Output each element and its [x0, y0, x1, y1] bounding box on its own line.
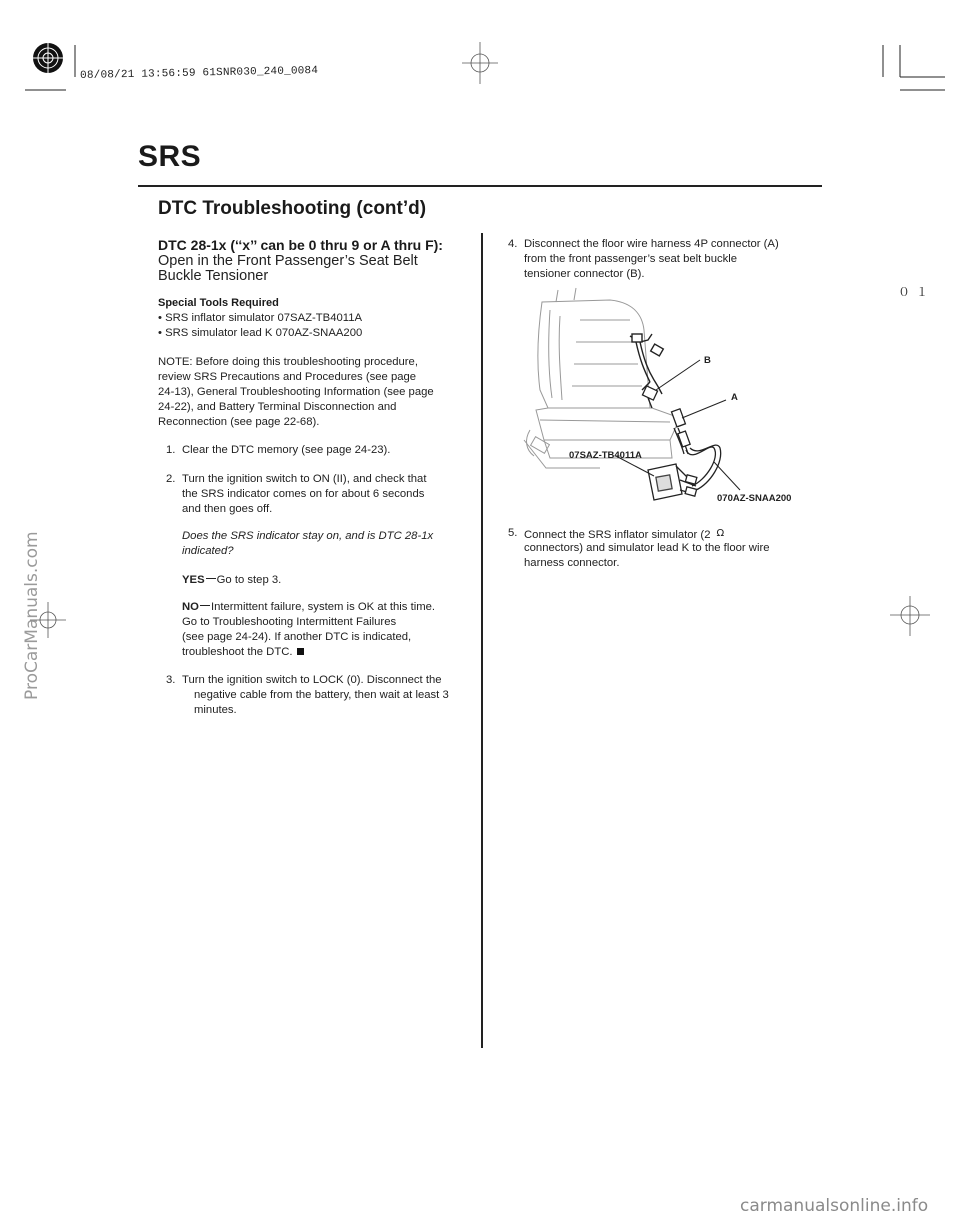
ohm-symbol: Ω	[716, 528, 725, 539]
step-4-number: 4.	[508, 238, 518, 250]
seat-outline	[524, 288, 680, 468]
watermark-left: ProCarManuals.com	[22, 531, 42, 700]
step-5-number: 5.	[508, 527, 518, 539]
step-2-line2: the SRS indicator comes on for about 6 seconds	[182, 488, 425, 500]
step-1-number: 1.	[166, 444, 176, 456]
step-4-line3: tensioner connector (B).	[524, 268, 645, 280]
margin-mark: ０１	[898, 285, 935, 299]
no-text-line4: troubleshoot the DTC.	[182, 646, 293, 658]
crosshair-top-center	[462, 42, 498, 84]
step-3-line1: Turn the ignition switch to LOCK (0). Disconnect the	[182, 674, 442, 686]
yes-text: Go to step 3.	[216, 574, 282, 586]
dtc-code: DTC 28-1x (‘‘x’’ can be 0 thru 9 or A thru F):	[158, 237, 443, 253]
step-4-line1: Disconnect the floor wire harness 4P connector (A)	[524, 238, 779, 250]
step-4-line2: from the front passenger’s seat belt buckle	[524, 253, 738, 265]
special-tools-heading: Special Tools Required	[158, 297, 279, 309]
question-line2: indicated?	[182, 545, 234, 557]
no-text-line1: Intermittent failure, system is OK at this time.	[210, 601, 436, 613]
step-1-text: Clear the DTC memory (see page 24-23).	[182, 444, 391, 456]
dash	[206, 578, 216, 579]
dtc-title-line1: Open in the Front Passenger’s Seat Belt	[158, 253, 418, 269]
step-5-line2: connectors) and simulator lead K to the floor wire	[524, 542, 770, 554]
special-tool-item: • SRS simulator lead K 070AZ-SNAA200	[158, 327, 363, 339]
question-line1: Does the SRS indicator stay on, and is DTC 28-1x	[182, 530, 434, 542]
seat-harness-illustration	[520, 290, 820, 510]
callout-lead: 070AZ-SNAA200	[717, 493, 792, 504]
step-3-line3: minutes.	[194, 704, 237, 716]
heading-rule	[138, 185, 822, 187]
step-2-line1: Turn the ignition switch to ON (II), and check that	[182, 473, 427, 485]
crosshair-right-middle	[890, 596, 930, 636]
note-line: review SRS Precautions and Procedures (see page	[158, 371, 417, 383]
inflator-simulator	[648, 464, 697, 500]
connector-b	[642, 386, 657, 408]
callout-a: A	[731, 392, 738, 403]
note-line: Reconnection (see page 22-68).	[158, 416, 320, 428]
step-3-number: 3.	[166, 674, 176, 686]
end-of-branch-mark	[297, 648, 304, 655]
print-stamp: 08/08/21 13:56:59 61SNR030_240_0084	[80, 65, 319, 82]
note-line: 24-13), General Troubleshooting Information (see page	[158, 386, 434, 398]
column-divider	[481, 233, 483, 1048]
dash	[200, 605, 210, 606]
dtc-title-line2: Buckle Tensioner	[158, 268, 269, 284]
yes-key: YES	[182, 574, 205, 586]
section-title: SRS	[138, 140, 202, 173]
watermark-bottom: carmanualsonline.info	[740, 1196, 929, 1216]
step-3-line2: negative cable from the battery, then wait at least 3	[194, 689, 449, 701]
callout-simulator: 07SAZ-TB4011A	[569, 450, 642, 461]
page-heading: DTC Troubleshooting (cont’d)	[158, 198, 427, 219]
note-line: NOTE: Before doing this troubleshooting procedure,	[158, 356, 418, 368]
step-5-line3: harness connector.	[524, 557, 620, 569]
registration-target-top-left	[30, 40, 66, 76]
no-key: NO	[182, 601, 199, 613]
step-5-line1-text: Connect the SRS inflator simulator (2	[524, 529, 711, 541]
no-answer-line1	[182, 600, 435, 615]
no-answer-line2: Go to Troubleshooting Intermittent Failures	[182, 616, 397, 628]
note-line: 24-22), and Battery Terminal Disconnection and	[158, 401, 397, 413]
special-tool-item: • SRS inflator simulator 07SAZ-TB4011A	[158, 312, 363, 324]
no-answer-line4	[182, 645, 304, 660]
no-answer-line3: (see page 24-24). If another DTC is indicated,	[182, 631, 412, 643]
step-2-line3: and then goes off.	[182, 503, 273, 515]
step-2-number: 2.	[166, 473, 176, 485]
callout-b: B	[704, 355, 711, 366]
yes-answer	[182, 573, 281, 588]
